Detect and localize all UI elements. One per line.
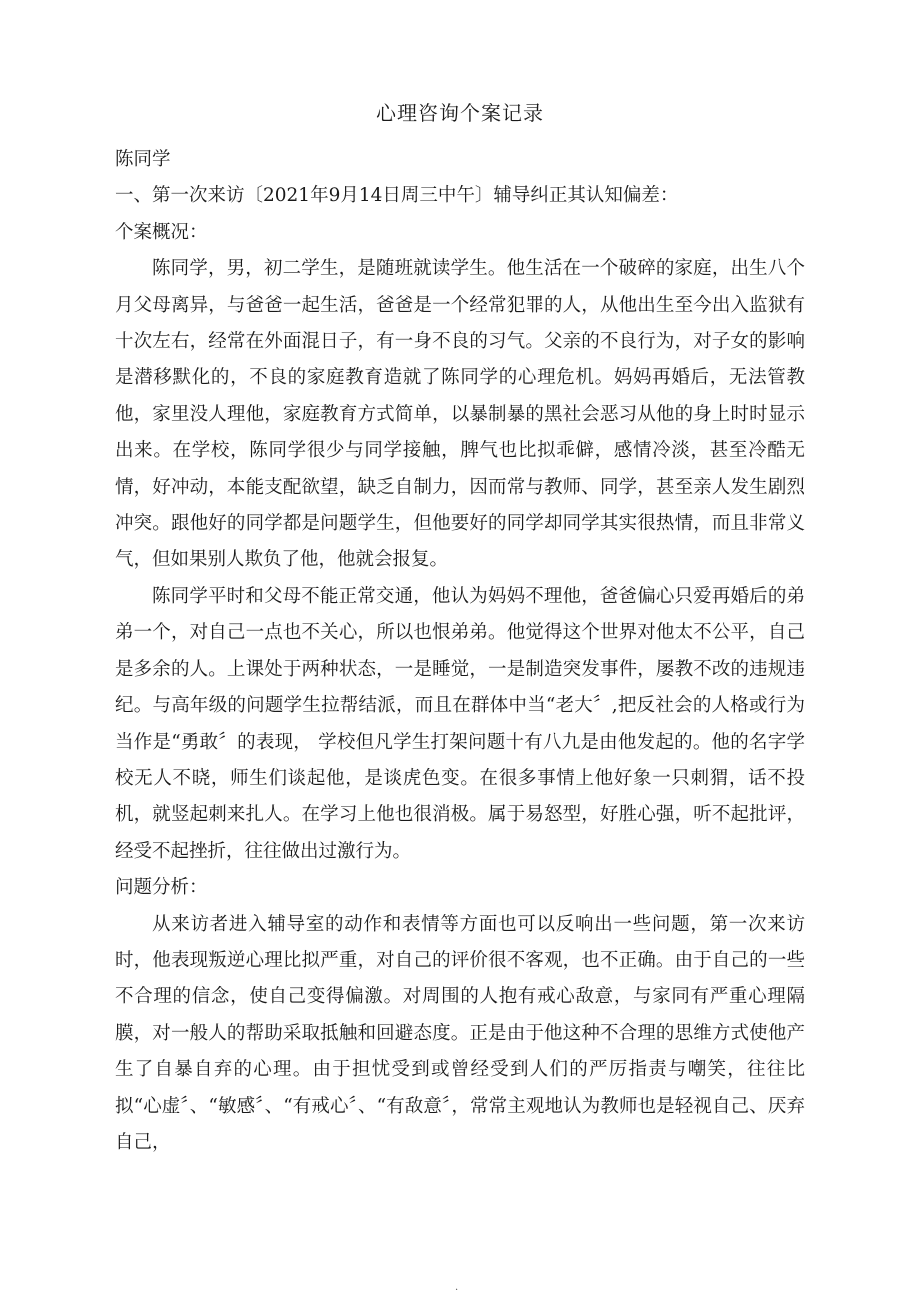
page-footer-mark: . <box>455 1282 459 1293</box>
document-title: 心理咨询个案记录 <box>376 101 544 125</box>
visit-heading: 一、第一次来访〔2021年9月14日周三中午〕辅导纠正其认知偏差： <box>115 185 679 207</box>
analysis-paragraph-1: 从来访者进入辅导室的动作和表情等方面也可以反响出一些问题，第一次来访时，他表现叛逆心理比拟严重，对自己的评价很不客观，也不正确。由于自己的一些不合理的信念，使自己变得偏激。对周围的人抱有戒心敌意，与家同有严重心理隔膜，对一般人的帮助采取抵触和回避态度。正是由于他这种不合理的思维方式使他产生了自暴自弃的心理。由于担忧受到或曾经受到人们的严厉指责与嘲笑，往往比拟“心虚〞、“敏感〞、“有戒心〞、“有敌意〞，常常主观地认为教师也是轻视自己、厌弃自己， <box>115 913 805 1153</box>
overview-paragraph-2: 陈同学平时和父母不能正常交通，他认为妈妈不理他，爸爸偏心只爱再婚后的弟弟一个，对自己一点也不关心，所以也恨弟弟。他觉得这个世界对他太不公平，自己是多余的人。上课处于两种状态，一是睡觉，一是制造突发事件，屡教不改的违规违纪。与高年级的问题学生拉帮结派，而且在群体中当“老大〞,把反社会的人格或行为当作是“勇敢〞的表现， 学校但凡学生打架问题十有八九是由他发起的。他的名字学校无人不晓，师生们谈起他，是谈虎色变。在很多事情上他好象一只刺猬，话不投机，就竖起刺来扎人。在学习上他也很消极。属于易怒型，好胜心强，听不起批评，经受不起挫折，往往做出过激行为。 <box>115 585 805 862</box>
analysis-label: 问题分析： <box>115 877 208 899</box>
overview-label: 个案概况： <box>115 221 208 243</box>
document-body <box>115 142 805 1161</box>
student-name: 陈同学 <box>115 149 171 170</box>
overview-paragraph-1: 陈同学，男，初二学生，是随班就读学生。他生活在一个破碎的家庭，出生八个月父母离异，与爸爸一起生活，爸爸是一个经常犯罪的人，从他出生至今出入监狱有十次左右，经常在外面混日子，有一身不良的习气。父亲的不良行为，对子女的影响是潜移默化的，不良的家庭教育造就了陈同学的心理危机。妈妈再婚后，无法管教他，家里没人理他，家庭教育方式简单，以暴制暴的黑社会恶习从他的身上时时显示出来。在学校，陈同学很少与同学接触，脾气也比拟乖僻，感情冷淡，甚至冷酷无情，好冲动，本能支配欲望，缺乏自制力，因而常与教师、同学，甚至亲人发生剧烈冲突。跟他好的同学都是问题学生，但他要好的同学却同学其实很热情，而且非常义气，但如果别人欺负了他，他就会报复。 <box>115 258 805 571</box>
